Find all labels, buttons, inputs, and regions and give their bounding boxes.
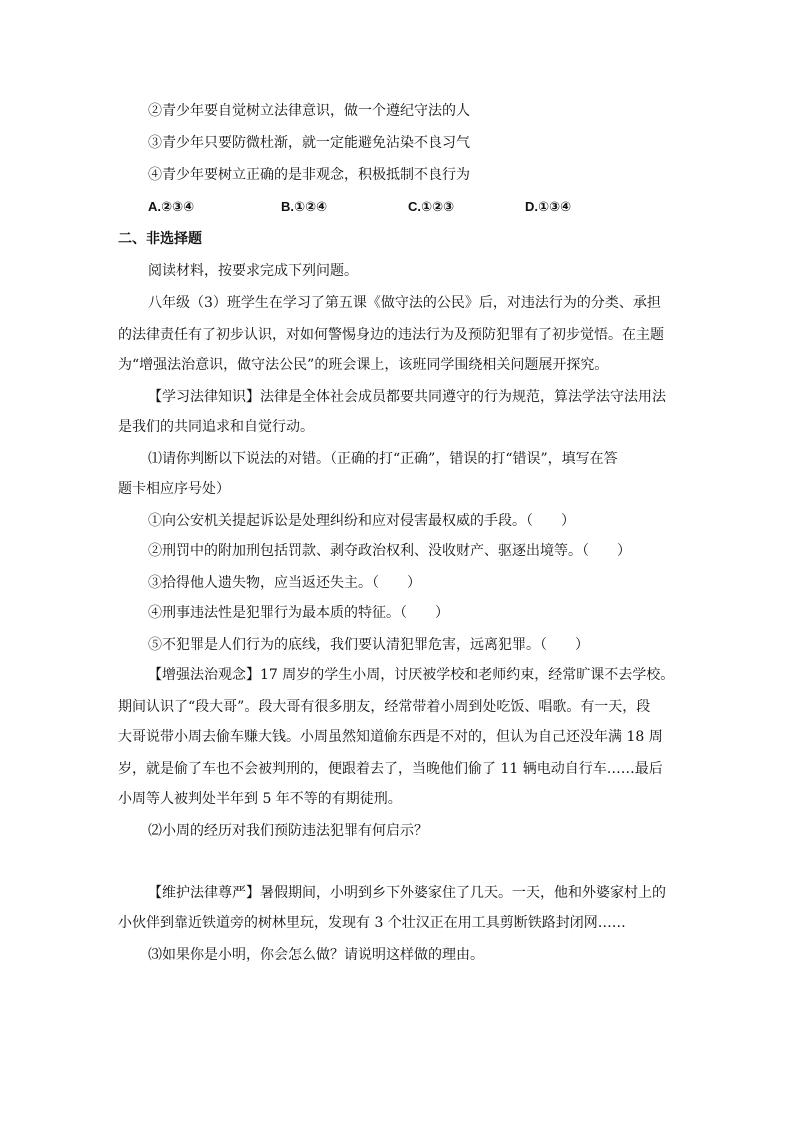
- statement-2: ②青少年要自觉树立法律意识，做一个遵纪守法的人: [148, 103, 470, 119]
- part1-question: ⑴请你判断以下说法的对错。（正确的打“正确”，错误的打“错误”，填写在答: [148, 451, 618, 467]
- part2-line: 期间认识了“段大哥”。段大哥有很多朋友，经常带着小周到处吃饭、唱歌。有一天，段: [118, 699, 651, 715]
- part3-line: 小伙伴到靠近铁道旁的树林里玩，发现有 3 个壮汉正在用工具剪断铁路封闭网……: [118, 915, 626, 931]
- part2-line: 岁，就是偷了车也不会被判刑的，便跟着去了，当晚他们偷了 11 辆电动自行车……最后: [118, 761, 663, 777]
- part2-line: 【增强法治观念】17 周岁的学生小周，讨厌被学校和老师约束，经常旷课不去学校。: [148, 667, 675, 683]
- background-line: 的法律责任有了初步认识，对如何警惕身边的违法行为及预防犯罪有了初步觉悟。在主题: [118, 327, 664, 343]
- part2-line: 大哥说带小周去偷车赚大钱。小周虽然知道偷东西是不对的，但认为自己还没年满 18 周: [118, 729, 663, 745]
- part3-question: ⑶如果你是小明，你会怎么做？请说明这样做的理由。: [148, 947, 484, 963]
- part1-line: 【学习法律知识】法律是全体社会成员都要共同遵守的行为规范，算法学法守法用法: [148, 389, 666, 405]
- statement-3: ③青少年只要防微杜渐，就一定能避免沾染不良习气: [148, 135, 470, 151]
- section-intro: 阅读材料，按要求完成下列问题。: [148, 263, 358, 279]
- judgement-item-2: ②刑罚中的附加刑包括罚款、剥夺政治权利、没收财产、驱逐出境等。（ ）: [148, 543, 631, 559]
- part2-line: 小周等人被判处半年到 5 年不等的有期徒刑。: [118, 791, 402, 807]
- part3-line: 【维护法律尊严】暑假期间，小明到乡下外婆家住了几天。一天，他和外婆家村上的: [148, 885, 666, 901]
- judgement-item-1: ①向公安机关提起诉讼是处理纠纷和应对侵害最权威的手段。（ ）: [148, 513, 575, 529]
- part2-question: ⑵小周的经历对我们预防违法犯罪有何启示？: [148, 823, 428, 839]
- background-line: 为“增强法治意识，做守法公民”的班会课上，该班同学围绕相关问题展开探究。: [118, 357, 609, 373]
- part1-line: 是我们的共同追求和自觉行动。: [118, 419, 314, 435]
- option-c: C.①②③: [408, 199, 455, 214]
- background-line: 八年级（3）班学生在学习了第五课《做守法的公民》后，对违法行为的分类、承担: [148, 295, 661, 311]
- judgement-item-3: ③拾得他人遗失物，应当返还失主。（ ）: [148, 575, 421, 591]
- statement-4: ④青少年要树立正确的是非观念，积极抵制不良行为: [148, 167, 470, 183]
- option-a: A.②③④: [148, 199, 195, 214]
- judgement-item-4: ④刑事违法性是犯罪行为最本质的特征。（ ）: [148, 605, 449, 621]
- option-b: B.①②④: [281, 199, 328, 214]
- section-heading: 二、非选择题: [118, 231, 202, 247]
- part1-question: 题卡相应序号处）: [118, 481, 230, 497]
- judgement-item-5: ⑤不犯罪是人们行为的底线，我们要认清犯罪危害，远离犯罪。（ ）: [148, 637, 589, 653]
- option-d: D.①③④: [525, 199, 572, 214]
